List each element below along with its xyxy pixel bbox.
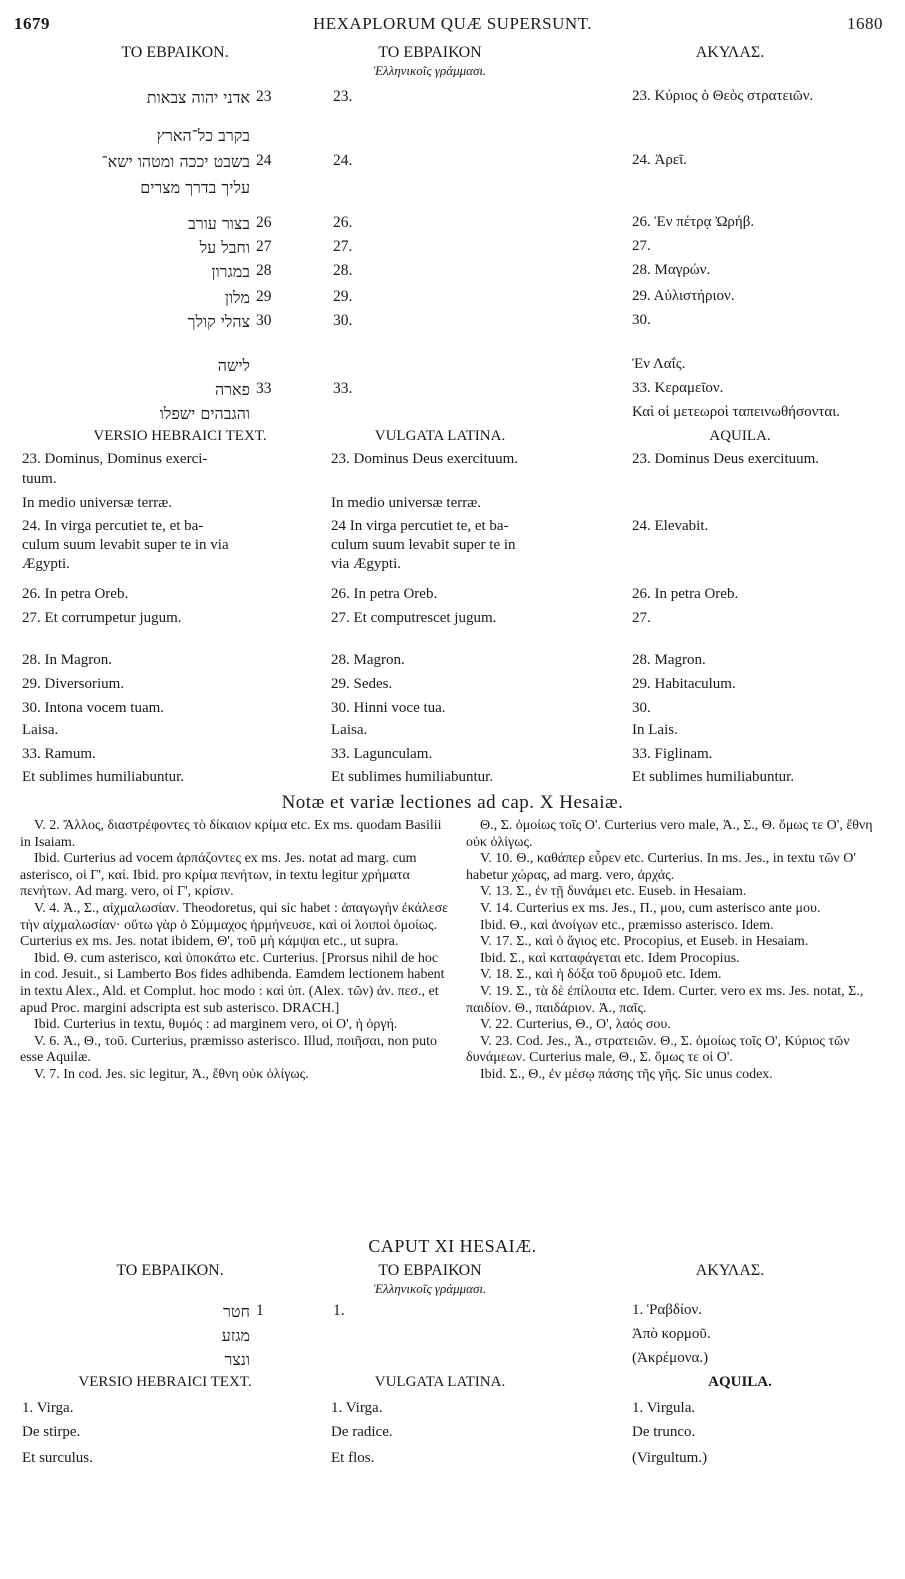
versio-line: 27. Et corrumpetur jugum.: [22, 610, 182, 626]
transliteration-verse: 30.: [333, 312, 353, 329]
vulgata-line: 24 In virga percutiet te, et ba-: [331, 518, 509, 534]
note-paragraph: V. 4. Ἀ., Σ., αἰχμαλωσίαν. Theodoretus, qui sic habet : ἀπαγωγὴν ἐκάλεσε τὴν αἰχμαλωσίαν· οὕτω γὰρ ὁ Σύμμαχος ἡρμήνευσε, καὶ οἱ λοιποὶ ὁμοίως. Curterius ex ms. Jes. notat ibidem, Θ', τοῦ μὴ κάμψαι etc., ut supra.: [20, 900, 449, 950]
latin-head-versio-2: VERSIO HEBRAICI TEXT.: [78, 1374, 252, 1390]
note-paragraph: Ibid. Θ. cum asterisco, καὶ ὑποκάτω etc. Curterius. [Prorsus nihil de hoc in cod. Jesuit., si Lamberto Bos fides adhibenda. Eamdem lectionem habent in textu Alex., Ald. et Complut. hoc modo : καὶ ὑπ. (Alex. τῶν) ἀν. πεσ., et apud Proc. margini adscripta est sub asterisco. DRACH.]: [20, 950, 445, 1016]
aquila-line: 27.: [632, 610, 651, 626]
vulgata-line: Laisa.: [331, 722, 368, 738]
hebrew-text: בשבט יככה ומטהו ישא־: [101, 152, 250, 171]
transliteration-verse: 28.: [333, 262, 353, 279]
versio-line: 30. Intona vocem tuam.: [22, 700, 165, 716]
aquila-greek: 26. Ἐν πέτρᾳ Ὠρήβ.: [632, 214, 755, 230]
verse-number: 1: [256, 1302, 264, 1319]
hebrew-text: במגרון: [211, 262, 250, 281]
aquila-greek: 23. Κύριος ὁ Θεὸς στρατειῶν.: [632, 88, 814, 104]
versio-line: 29. Diversorium.: [22, 676, 125, 692]
note-paragraph: Ibid. Curterius in textu, θυμός : ad marginem vero, οἱ Ο', ἡ ὀργή.: [34, 1017, 398, 1033]
note-paragraph: Ibid. Curterius ad vocem ἁρπάζοντες ex ms. Jes. notat ad marg. cum asterisco, οἱ Γ', καί. Ibid. pro κρίμα πενήτων, in textu legitur χρήματα πενήτων. Ad marg. vero, οἱ Γ', κρίσιν.: [20, 851, 417, 900]
aquila-line: 33. Figlinam.: [632, 746, 713, 762]
versio-line: Et surculus.: [22, 1450, 93, 1466]
verse-number: 33: [256, 380, 272, 397]
note-paragraph: V. 17. Σ., καὶ ὁ ἅγιος etc. Procopius, et Euseb. in Hesaiam.: [480, 934, 809, 950]
transliteration-verse: 23.: [333, 88, 353, 105]
transliteration-verse: 27.: [333, 238, 353, 255]
aquila-line: 23. Dominus Deus exercituum.: [632, 451, 820, 467]
note-paragraph: V. 23. Cod. Jes., Ἀ., στρατειῶν. Θ., Σ. ὁμοίως τοῖς Ο', Κύριος τῶν δυνάμεων. Curterius male, Θ., Σ. ὅμως τε οἱ Ο'.: [466, 1033, 850, 1066]
verse-number: 28: [256, 262, 272, 279]
aquila-greek: 27.: [632, 238, 651, 254]
latin-head-aquila: AQUILA.: [709, 428, 771, 444]
note-paragraph: V. 13. Σ., ἐν τῇ δυνάμει etc. Euseb. in Hesaiam.: [480, 884, 747, 900]
aquila-greek: 29. Αὐλιστήριον.: [632, 288, 735, 304]
versio-line: 1. Virga.: [22, 1400, 74, 1416]
hebrew-text: מגזע: [221, 1326, 250, 1345]
verse-number: 26: [256, 214, 272, 231]
versio-line: 26. In petra Oreb.: [22, 586, 129, 602]
verse-number: 30: [256, 312, 272, 329]
vulgata-line: 27. Et computrescet jugum.: [331, 610, 497, 626]
aquila-greek: (Ἀκρέμονα.): [632, 1350, 709, 1366]
note-paragraph: V. 2. Ἄλλος, διαστρέφοντες τὸ δίκαιον κρίμα etc. Ex ms. quodam Basilii in Isaiam.: [20, 818, 442, 850]
vulgata-line: 23. Dominus Deus exercituum.: [331, 451, 519, 467]
note-paragraph: Θ., Σ. ὁμοίως τοῖς Ο'. Curterius vero male, Ἀ., Σ., Θ. ὅμως τε Ο', ἔθνη οὐκ ὀλίγως.: [466, 818, 873, 850]
vulgata-line: De radice.: [331, 1424, 393, 1440]
latin-head-vulgata-2: VULGATA LATINA.: [374, 1374, 506, 1390]
hebrew-text: בקרב כל־הארץ: [156, 126, 250, 145]
vulgata-line: 28. Magron.: [331, 652, 405, 668]
vulgata-line: via Ægypti.: [331, 556, 401, 572]
col-head-aquila-2: ΑΚΥΛΑΣ.: [695, 1262, 765, 1279]
transliteration-verse: 24.: [333, 152, 353, 169]
aquila-line: 1. Virgula.: [632, 1400, 696, 1416]
aquila-line: In Lais.: [632, 722, 678, 738]
vulgata-line: 1. Virga.: [331, 1400, 383, 1416]
aquila-line: 28. Magron.: [632, 652, 706, 668]
aquila-line: 29. Habitaculum.: [632, 676, 736, 692]
versio-line: 28. In Magron.: [22, 652, 112, 668]
vulgata-line: In medio universæ terræ.: [331, 495, 481, 511]
hebrew-text: צהלי קולך: [187, 312, 250, 331]
note-paragraph: Ibid. Σ., καὶ καταφάγεται etc. Idem Procopius.: [480, 950, 740, 966]
note-paragraph: V. 19. Σ., τὰ δὲ ἐπίλοιπα etc. Idem. Curter. vero ex ms. Jes. notat, Σ., παιδίον. Θ., παιδάριον. Ἀ., παῖς.: [466, 983, 864, 1016]
page-number-left: 1679: [14, 14, 50, 33]
hebrew-text: לישה: [217, 356, 250, 375]
verse-number: 27: [256, 238, 272, 255]
col-head-subtitle-2: Ἑλληνικοῖς γράμμασι.: [373, 1281, 487, 1296]
latin-head-aquila-2: AQUILA.: [708, 1374, 772, 1390]
aquila-greek: Καὶ οἱ μετεωροὶ ταπεινωθήσονται.: [632, 404, 841, 420]
versio-line: 24. In virga percutiet te, et ba-: [22, 518, 204, 534]
hebrew-text: בצור עורב: [188, 214, 250, 233]
note-paragraph: Ibid. Θ., καὶ ἀνοίγων etc., præmisso asterisco. Idem.: [480, 917, 774, 933]
note-paragraph: V. 7. In cod. Jes. sic legitur, Ἀ., ἔθνη οὐκ ὀλίγως.: [34, 1066, 309, 1082]
col-head-hebrew: ΤΟ ΕΒΡΑΙΚΟΝ.: [121, 44, 229, 61]
col-head-subtitle: Ἑλληνικοῖς γράμμασι.: [373, 63, 487, 78]
transliteration-verse: 26.: [333, 214, 353, 231]
note-paragraph: V. 10. Θ., καθάπερ εὗρεν etc. Curterius. In ms. Jes., in textu τῶν Ο' habetur χώρας, ad marg. vero, ἀρχάς.: [466, 851, 856, 883]
versio-line: 23. Dominus, Dominus exerci-: [22, 451, 208, 467]
versio-line: In medio universæ terræ.: [22, 495, 172, 511]
hebrew-text: ונצר: [224, 1350, 250, 1369]
aquila-greek: 28. Μαγρών.: [632, 262, 711, 278]
vulgata-line: 26. In petra Oreb.: [331, 586, 438, 602]
verse-number: 24: [256, 152, 272, 169]
note-paragraph: Ibid. Σ., Θ., ἐν μέσῳ πάσης τῆς γῆς. Sic unus codex.: [480, 1066, 773, 1082]
note-paragraph: V. 22. Curterius, Θ., Ο', λαός σου.: [480, 1017, 671, 1033]
aquila-line: 30.: [632, 700, 651, 716]
notes-right-column: [466, 818, 891, 1084]
latin-head-vulgata: VULGATA LATINA.: [374, 428, 506, 444]
page-number-right: 1680: [847, 14, 883, 33]
notes-title: Notæ et variæ lectiones ad cap. X Hesaiæ.: [281, 792, 624, 813]
note-paragraph: V. 18. Σ., καὶ ἡ δόξα τοῦ δρυμοῦ etc. Idem.: [480, 967, 722, 983]
vulgata-line: 29. Sedes.: [331, 676, 393, 692]
vulgata-line: 33. Lagunculam.: [331, 746, 433, 762]
versio-line: De stirpe.: [22, 1424, 81, 1440]
hebrew-text: וחבל על: [199, 238, 250, 257]
col-head-hebrew-greek-2: ΤΟ ΕΒΡΑΙΚΟΝ: [378, 1262, 482, 1279]
vulgata-line: Et sublimes humiliabuntur.: [331, 769, 494, 785]
aquila-greek: 33. Κεραμεῖον.: [632, 380, 724, 396]
hebrew-text: והגבהים ישפלו: [159, 404, 250, 423]
versio-line: tuum.: [22, 471, 57, 487]
versio-line: culum suum levabit super te in via: [22, 537, 229, 553]
col-head-hebrew-2: ΤΟ ΕΒΡΑΙΚΟΝ.: [116, 1262, 224, 1279]
transliteration-verse: 29.: [333, 288, 353, 305]
verse-number: 23: [256, 88, 272, 105]
col-head-hebrew-greek: ΤΟ ΕΒΡΑΙΚΟΝ: [378, 44, 482, 61]
hebrew-text: פארה: [214, 380, 250, 399]
versio-line: 33. Ramum.: [22, 746, 96, 762]
chapter-title: CAPUT XI HESAIÆ.: [368, 1236, 537, 1256]
aquila-line: 26. In petra Oreb.: [632, 586, 739, 602]
aquila-line: 24. Elevabit.: [632, 518, 709, 534]
aquila-line: De trunco.: [632, 1424, 696, 1440]
vulgata-line: Et flos.: [331, 1450, 375, 1466]
transliteration-verse: 1.: [333, 1302, 345, 1319]
aquila-line: Et sublimes humiliabuntur.: [632, 769, 795, 785]
hebrew-text: מלון: [224, 288, 250, 307]
aquila-greek: Ἀπὸ κορμοῦ.: [632, 1326, 711, 1342]
verse-number: 29: [256, 288, 272, 305]
transliteration-verse: 33.: [333, 380, 353, 397]
hebrew-text: חטר: [223, 1302, 250, 1321]
aquila-greek: Ἐν Λαΐς.: [632, 356, 686, 372]
notes-left-column: [20, 818, 450, 1084]
note-paragraph: V. 6. Ἀ., Θ., τοῦ. Curterius, præmisso asterisco. Illud, ποιῆσαι, non puto esse Aquilæ.: [20, 1033, 437, 1066]
vulgata-line: culum suum levabit super te in: [331, 537, 516, 553]
aquila-greek: 30.: [632, 312, 651, 328]
latin-head-versio: VERSIO HEBRAICI TEXT.: [93, 428, 267, 444]
note-paragraph: V. 14. Curterius ex ms. Jes., Π., μου, cum asterisco ante μου.: [480, 900, 821, 916]
aquila-greek: 1. Ῥαβδίον.: [632, 1302, 703, 1318]
versio-line: Ægypti.: [22, 556, 70, 572]
vulgata-line: 30. Hinni voce tua.: [331, 700, 446, 716]
aquila-line: (Virgultum.): [632, 1450, 708, 1466]
col-head-aquila: ΑΚΥΛΑΣ.: [695, 44, 765, 61]
hebrew-text: עליך בדרך מצרים: [140, 178, 250, 197]
aquila-greek: 24. Ἀρεῖ.: [632, 152, 687, 168]
hebrew-text: אדני יהוה צבאות: [146, 88, 250, 107]
running-title: HEXAPLORUM QUÆ SUPERSUNT.: [312, 14, 593, 33]
versio-line: Et sublimes humiliabuntur.: [22, 769, 185, 785]
versio-line: Laisa.: [22, 722, 59, 738]
